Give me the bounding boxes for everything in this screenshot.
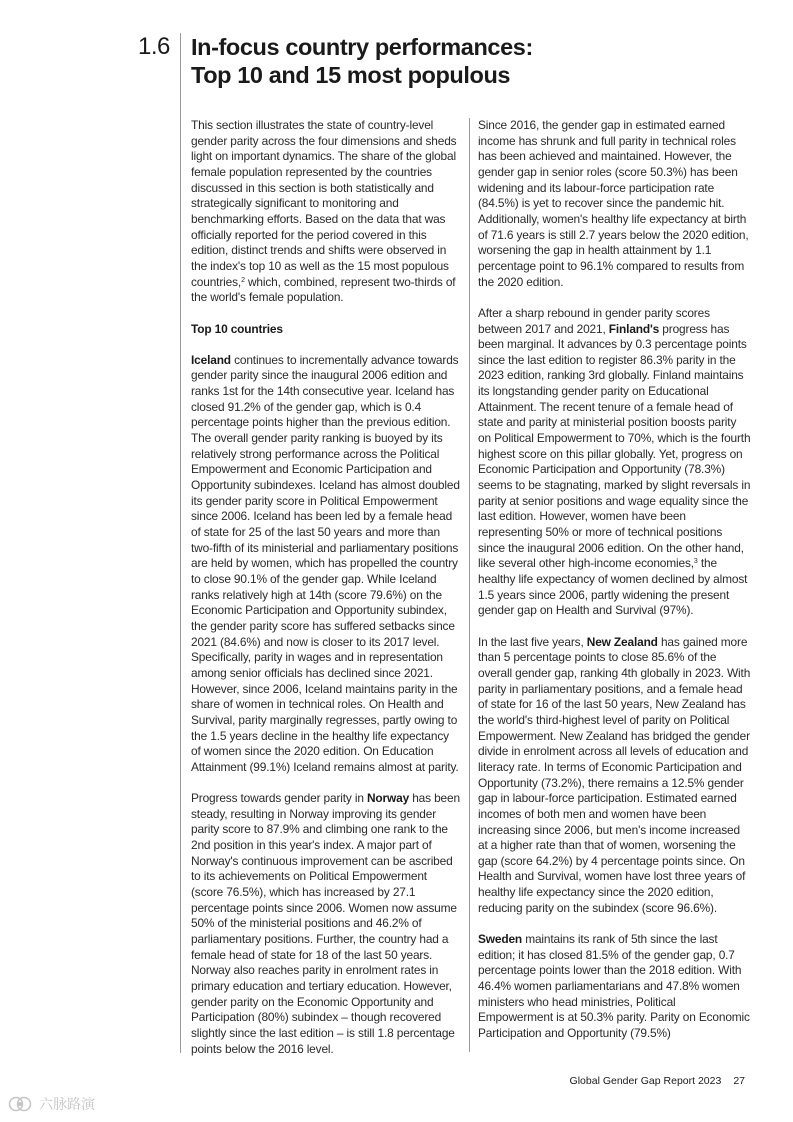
country-name-new-zealand: New Zealand xyxy=(586,634,658,649)
watermark-logo-icon xyxy=(5,1093,35,1115)
country-name-iceland: Iceland xyxy=(191,352,231,367)
norway-paragraph xyxy=(191,791,461,1057)
finland-lead: After a sharp rebound in gender parity scores between 2017 and 2021, xyxy=(478,305,710,336)
sweden-paragraph xyxy=(478,932,752,1042)
page-number: 27 xyxy=(733,1075,745,1087)
sweden-text: maintains its rank of 5th since the last edition; it has closed 81.5% of the gender gap, 0.7 percentage points lower than the 2018 edition. With 46.4% women parliamentarians and 47.8% women ministers who head ministries, Political Empowerment is at 50.3% parity. Parity on Economic Participation and Opportunity (79.5%) xyxy=(478,932,750,1041)
finland-text-a: progress has been marginal. It advances by 0.3 percentage points since the last edition to register 86.3% parity in the 2023 edition, ranking 3rd globally. Finland maintains its longstanding gender parity on Educational Attainment. The recent tenure of a female head of state and parity at ministerial position boosts parity on Political Empowerment to 70%, which is the fourth highest score on this pillar globally. Yet, progress on Economic Participation and Opportunity (78.3%) seems to be stagnating, marked by slight reversals in parity at senior positions and wage equality since the last edition. However, women have been representing 50% or more of technical positions since the inaugural 2006 edition. On the other hand, like several other high-income economies, xyxy=(478,321,751,571)
country-name-norway: Norway xyxy=(367,791,410,806)
section-number: 1.6 xyxy=(138,33,170,60)
norway-text: has been steady, resulting in Norway improving its gender parity score to 87.9% and climbing one rank to the 2nd position in this year's index. A major part of Norway's continuous improvement can be ascribed to its achievements on Political Empowerment (score 76.5%), which has increased by 27.1 percentage points since 2006. Women now assume 50% of the ministerial positions and 46.2% of parliamentary positions. Further, the country had a female head of state for 18 of the last 50 years. Norway also reaches parity in enrolment rates in primary education and tertiary education. However, gender parity on the Economic Opportunity and Participation (80%) subindex – though recovered slightly since the last edition – is still 1.8 percentage points below the 2016 level. xyxy=(191,791,460,1056)
norway-lead: Progress towards gender parity in xyxy=(191,791,367,806)
watermark xyxy=(5,1093,95,1115)
new-zealand-text: has gained more than 5 percentage points to close 85.6% of the overall gender gap, ranking 4th globally in 2023. With parity in parliamentary positions, and a female head of state for 16 of the last 50 years, New Zealand has the world's third-highest level of parity on Political Empowerment. New Zealand has bridged the gender divide in enrolment across all levels of education and literacy rate. In terms of Economic Participation and Opportunity (73.2%), there remains a 12.5% gender gap in labour-force participation. Estimated earned incomes of both men and women have been increasing since 2006, but men's income increased at a higher rate than that of women, worsening the gap (score 64.2%) by 4 percentage points since. On Health and Survival, women have lost three years of healthy life expectancy since the 2020 edition, reducing parity on the subindex (score 96.6%). xyxy=(478,634,751,915)
new-zealand-paragraph xyxy=(478,635,752,917)
column-divider xyxy=(469,118,470,1052)
page-title-line-2: Top 10 and 15 most populous xyxy=(191,62,511,88)
iceland-text: continues to incrementally advance towards gender parity since the inaugural 2006 edition and ranks 1st for the 14th consecutive year. Iceland has closed 91.2% of the gender gap, which is 0.4 percentage points higher than the previous edition. The overall gender parity ranking is buoyed by its relatively strong performance across the Political Empowerment and Economic Participation and Opportunity subindexes. Iceland has almost doubled its gender parity score in Political Empowerment since 2006. Iceland has been led by a female head of state for 25 of the last 50 years and more than two-fifth of its ministerial and parliamentary positions are held by women, which has propelled the country to close 90.1% of the gender gap. While Iceland ranks relatively high at 14th (score 79.6%) on the Economic Participation and Opportunity subindex, the gender parity score has suffered setbacks since 2021 (84.6%) and now is closer to its 2017 level. Specifically, parity in wages and in representation among senior officials has declined since 2021. However, since 2006, Iceland maintains parity in the share of women in technical roles. On Health and Survival, parity marginally regresses, partly owing to the 1.5 years decline in the healthy life expectancy of women since the 2020 edition. On Education Attainment (99.1%) Iceland remains almost at parity. xyxy=(191,352,460,774)
footnote-ref-2: 2 xyxy=(241,276,245,284)
footer-report-title: Global Gender Gap Report 2023 xyxy=(569,1075,722,1087)
page-title xyxy=(191,33,751,89)
intro-text-b: which, combined, represent two-thirds of the world's female population. xyxy=(191,274,456,305)
watermark-text: 六脉路演 xyxy=(39,1096,95,1112)
left-column xyxy=(191,118,461,1073)
intro-paragraph xyxy=(191,118,461,306)
page-footer xyxy=(570,1075,745,1087)
finland-text-b: the healthy life expectancy of women declined by almost 1.5 years since 2006, partly widening the present gender gap on Health and Survival (97%). xyxy=(478,556,748,618)
intro-text-a: This section illustrates the state of country-level gender parity across the four dimensions and sheds light on important dynamics. The share of the global female population represented by the countries discussed in this section is both statistically and strategically significant to monitoring and benchmarking efforts. Based on the data that was officially reported for the period covered in this edition, distinct trends and shifts were observed in the index's top 10 as well as the 15 most populous countries, xyxy=(191,118,457,289)
country-name-sweden: Sweden xyxy=(478,932,523,947)
subheading-top-10: Top 10 countries xyxy=(191,321,283,336)
new-zealand-lead: In the last five years, xyxy=(478,634,587,649)
iceland-paragraph xyxy=(191,353,461,776)
finland-paragraph xyxy=(478,306,752,619)
norway-continuation-paragraph: Since 2016, the gender gap in estimated earned income has shrunk and full parity in technical roles has been achieved and maintained. However, the gender gap in senior roles (score 50.3%) has been widening and its labour-force participation rate (84.5%) is yet to recover since the pandemic hit. Additionally, women's healthy life expectancy at birth of 71.6 years is still 2.7 years below the 2020 edition, worsening the gap in health attainment by 1.1 percentage point to 96.1% compared to results from the 2020 edition. xyxy=(478,118,749,289)
page-title-line-1: In-focus country performances: xyxy=(191,34,533,60)
right-column xyxy=(478,118,752,1057)
country-name-finland: Finland's xyxy=(608,321,660,336)
footnote-ref-3: 3 xyxy=(693,558,698,566)
header-divider xyxy=(180,33,181,1053)
